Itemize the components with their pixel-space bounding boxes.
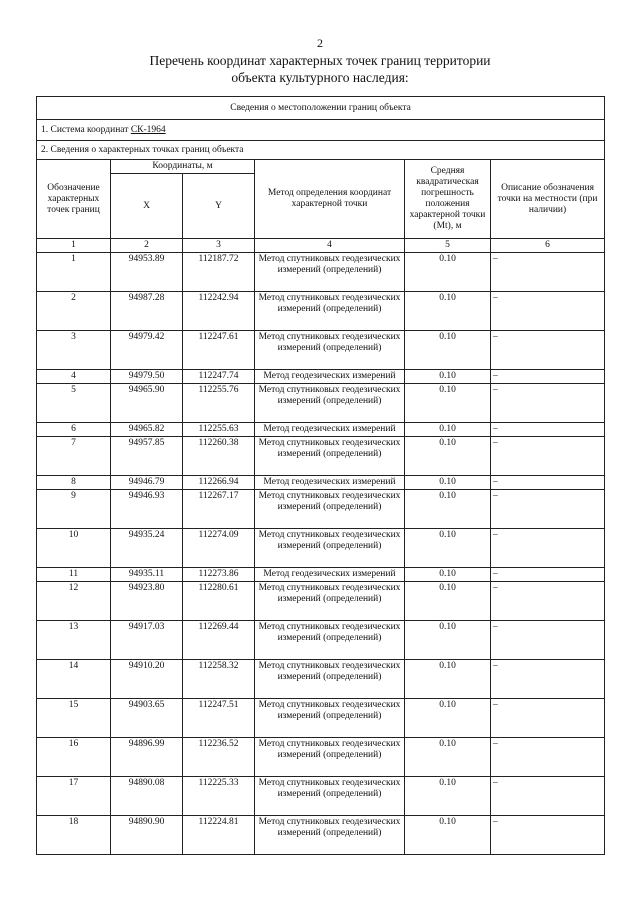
coord-y: 112266.94 <box>183 476 255 490</box>
point-number: 7 <box>37 437 111 476</box>
coordinates-table <box>36 96 605 855</box>
method-cell: Метод спутниковых геодезических измерений (определений) <box>255 437 405 476</box>
method-cell: Метод спутниковых геодезических измерений (определений) <box>255 490 405 529</box>
coord-x: 94910.20 <box>111 660 183 699</box>
table-row <box>37 292 605 331</box>
table-row <box>37 816 605 855</box>
coord-x: 94890.08 <box>111 777 183 816</box>
coord-x: 94896.99 <box>111 738 183 777</box>
error-cell: 0.10 <box>405 529 491 568</box>
document-title <box>100 52 540 86</box>
method-cell: Метод геодезических измерений <box>255 370 405 384</box>
error-cell: 0.10 <box>405 582 491 621</box>
error-cell: 0.10 <box>405 816 491 855</box>
table-row <box>37 384 605 423</box>
point-number: 12 <box>37 582 111 621</box>
coord-y: 112267.17 <box>183 490 255 529</box>
description-cell: – <box>491 568 605 582</box>
description-cell: – <box>491 660 605 699</box>
coord-y: 112187.72 <box>183 253 255 292</box>
table-row <box>37 490 605 529</box>
coord-x: 94957.85 <box>111 437 183 476</box>
description-cell: – <box>491 437 605 476</box>
point-number: 13 <box>37 621 111 660</box>
header-coordinates: Координаты, м <box>111 160 255 174</box>
description-cell: – <box>491 699 605 738</box>
header-error: Средняя квадратическая погрешность положения характерной точки (Mt), м <box>405 160 491 239</box>
point-number: 10 <box>37 529 111 568</box>
error-cell: 0.10 <box>405 331 491 370</box>
description-cell: – <box>491 529 605 568</box>
error-cell: 0.10 <box>405 253 491 292</box>
page-number: 2 <box>317 36 323 50</box>
coord-y: 112280.61 <box>183 582 255 621</box>
coord-y: 112247.51 <box>183 699 255 738</box>
error-cell: 0.10 <box>405 777 491 816</box>
point-number: 9 <box>37 490 111 529</box>
column-number: 6 <box>491 239 605 253</box>
point-number: 15 <box>37 699 111 738</box>
coord-x: 94923.80 <box>111 582 183 621</box>
coord-x: 94935.24 <box>111 529 183 568</box>
title-line-2: объекта культурного наследия: <box>231 70 409 85</box>
description-cell: – <box>491 816 605 855</box>
description-cell: – <box>491 777 605 816</box>
section-title: Сведения о местоположении границ объекта <box>37 97 605 120</box>
method-cell: Метод спутниковых геодезических измерений (определений) <box>255 253 405 292</box>
table-row <box>37 370 605 384</box>
coord-x: 94946.79 <box>111 476 183 490</box>
method-cell: Метод спутниковых геодезических измерений (определений) <box>255 621 405 660</box>
error-cell: 0.10 <box>405 423 491 437</box>
point-number: 4 <box>37 370 111 384</box>
description-cell: – <box>491 582 605 621</box>
coord-y: 112242.94 <box>183 292 255 331</box>
coord-x: 94965.90 <box>111 384 183 423</box>
error-cell: 0.10 <box>405 370 491 384</box>
points-section-title: 2. Сведения о характерных точках границ объекта <box>37 141 605 160</box>
error-cell: 0.10 <box>405 621 491 660</box>
table-row <box>37 253 605 292</box>
method-cell: Метод спутниковых геодезических измерений (определений) <box>255 660 405 699</box>
table-row <box>37 699 605 738</box>
point-number: 3 <box>37 331 111 370</box>
coord-y: 112225.33 <box>183 777 255 816</box>
description-cell: – <box>491 490 605 529</box>
coord-y: 112247.61 <box>183 331 255 370</box>
column-number: 3 <box>183 239 255 253</box>
title-line-1: Перечень координат характерных точек границ территории <box>149 53 491 68</box>
coord-x: 94953.89 <box>111 253 183 292</box>
coord-y: 112269.44 <box>183 621 255 660</box>
method-cell: Метод спутниковых геодезических измерений (определений) <box>255 331 405 370</box>
table-row <box>37 423 605 437</box>
coord-system-label: 1. Система координат <box>41 124 131 135</box>
error-cell: 0.10 <box>405 660 491 699</box>
coord-x: 94987.28 <box>111 292 183 331</box>
description-cell: – <box>491 738 605 777</box>
error-cell: 0.10 <box>405 292 491 331</box>
table-row <box>37 777 605 816</box>
coord-system-row <box>37 120 605 141</box>
point-number: 2 <box>37 292 111 331</box>
description-cell: – <box>491 384 605 423</box>
method-cell: Метод спутниковых геодезических измерений (определений) <box>255 777 405 816</box>
point-number: 18 <box>37 816 111 855</box>
point-number: 5 <box>37 384 111 423</box>
header-x: X <box>111 174 183 239</box>
coord-x: 94917.03 <box>111 621 183 660</box>
coord-y: 112224.81 <box>183 816 255 855</box>
table-row <box>37 738 605 777</box>
coord-system-value: СК-1964 <box>130 124 166 135</box>
header-method: Метод определения координат характерной точки <box>255 160 405 239</box>
method-cell: Метод геодезических измерений <box>255 568 405 582</box>
coord-y: 112260.38 <box>183 437 255 476</box>
description-cell: – <box>491 621 605 660</box>
coord-x: 94979.50 <box>111 370 183 384</box>
method-cell: Метод геодезических измерений <box>255 476 405 490</box>
description-cell: – <box>491 331 605 370</box>
method-cell: Метод спутниковых геодезических измерений (определений) <box>255 699 405 738</box>
error-cell: 0.10 <box>405 568 491 582</box>
method-cell: Метод спутниковых геодезических измерений (определений) <box>255 384 405 423</box>
point-number: 8 <box>37 476 111 490</box>
point-number: 1 <box>37 253 111 292</box>
description-cell: – <box>491 370 605 384</box>
description-cell: – <box>491 423 605 437</box>
point-number: 17 <box>37 777 111 816</box>
table-row <box>37 660 605 699</box>
coord-y: 112236.52 <box>183 738 255 777</box>
column-number: 4 <box>255 239 405 253</box>
header-point-name: Обозначение характерных точек границ <box>37 160 111 239</box>
point-number: 14 <box>37 660 111 699</box>
method-cell: Метод спутниковых геодезических измерений (определений) <box>255 582 405 621</box>
point-number: 11 <box>37 568 111 582</box>
error-cell: 0.10 <box>405 437 491 476</box>
coord-x: 94979.42 <box>111 331 183 370</box>
method-cell: Метод спутниковых геодезических измерений (определений) <box>255 816 405 855</box>
coord-y: 112274.09 <box>183 529 255 568</box>
description-cell: – <box>491 292 605 331</box>
table-row <box>37 437 605 476</box>
coord-y: 112247.74 <box>183 370 255 384</box>
point-number: 6 <box>37 423 111 437</box>
column-number: 1 <box>37 239 111 253</box>
coord-x: 94965.82 <box>111 423 183 437</box>
method-cell: Метод спутниковых геодезических измерений (определений) <box>255 529 405 568</box>
table-row <box>37 582 605 621</box>
header-y: Y <box>183 174 255 239</box>
coord-y: 112258.32 <box>183 660 255 699</box>
table-row <box>37 476 605 490</box>
description-cell: – <box>491 253 605 292</box>
coord-x: 94890.90 <box>111 816 183 855</box>
header-description: Описание обозначения точки на местности (при наличии) <box>491 160 605 239</box>
error-cell: 0.10 <box>405 699 491 738</box>
table-row <box>37 568 605 582</box>
coord-x: 94946.93 <box>111 490 183 529</box>
table-row <box>37 621 605 660</box>
error-cell: 0.10 <box>405 476 491 490</box>
column-number: 2 <box>111 239 183 253</box>
error-cell: 0.10 <box>405 738 491 777</box>
coord-y: 112255.63 <box>183 423 255 437</box>
error-cell: 0.10 <box>405 490 491 529</box>
table-row <box>37 529 605 568</box>
coord-y: 112255.76 <box>183 384 255 423</box>
method-cell: Метод спутниковых геодезических измерений (определений) <box>255 738 405 777</box>
coord-y: 112273.86 <box>183 568 255 582</box>
method-cell: Метод геодезических измерений <box>255 423 405 437</box>
error-cell: 0.10 <box>405 384 491 423</box>
table-row <box>37 331 605 370</box>
column-number: 5 <box>405 239 491 253</box>
coord-x: 94935.11 <box>111 568 183 582</box>
method-cell: Метод спутниковых геодезических измерений (определений) <box>255 292 405 331</box>
coord-x: 94903.65 <box>111 699 183 738</box>
description-cell: – <box>491 476 605 490</box>
point-number: 16 <box>37 738 111 777</box>
